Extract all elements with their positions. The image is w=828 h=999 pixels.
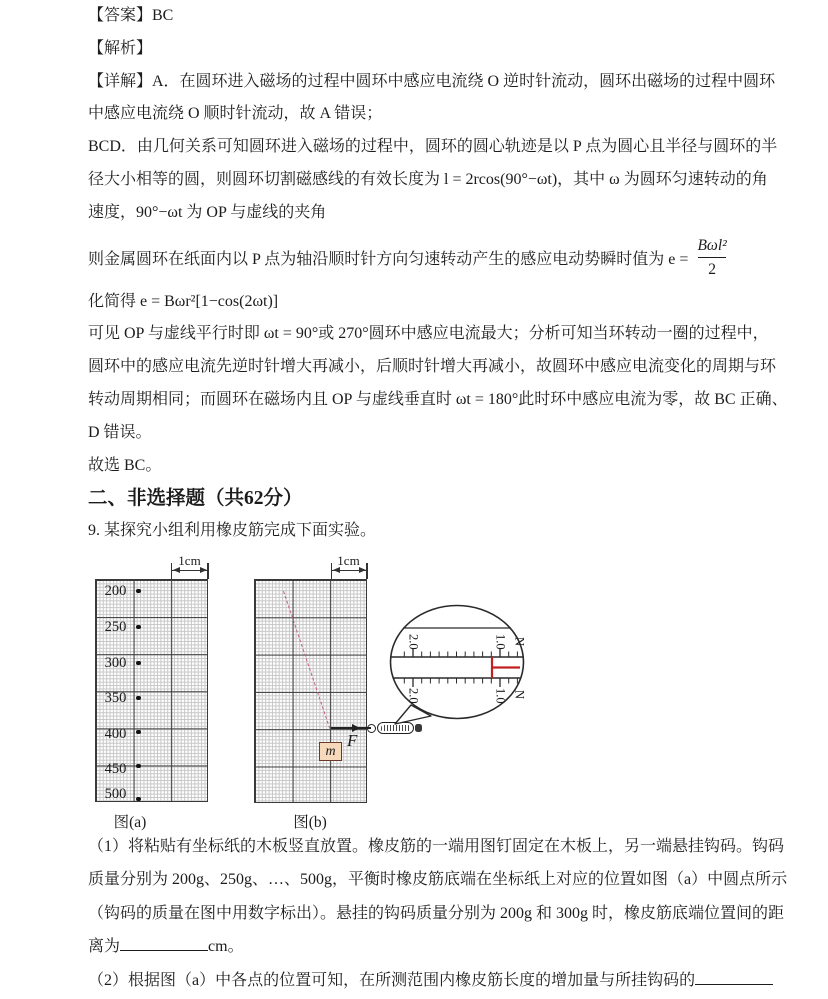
graph-panel-b: [254, 579, 367, 803]
solution-line: 圆环中的感应电流先逆时针增大再减小，后顺时针增大再减小，故圆环中感应电流变化的周期与环: [88, 358, 777, 376]
mass-position-dot: [136, 764, 141, 769]
emf-formula-line: [88, 230, 753, 286]
figure-b-caption: 图(b): [293, 814, 327, 831]
rubber-band-dashed-line: [283, 591, 330, 729]
scale-value-label-bottom: 2.0: [406, 688, 421, 704]
solution-line: BCD．由几何关系可知圆环进入磁场的过程中，圆环的圆心轨迹是以 P 点为圆心且半径与圆环的半: [88, 138, 778, 156]
question-lead: 9. 某探究小组利用橡皮筋完成下面实验。: [88, 522, 377, 540]
mass-position-label: 200: [104, 583, 127, 599]
question-body-block: [88, 830, 788, 997]
solution-line: 转动周期相同；而圆环在磁场内且 OP 与虚线垂直时 ωt = 180°此时环中感应电流为零，故 BC 正确、: [88, 390, 788, 408]
mass-position-dot: [136, 797, 141, 802]
question-line: 质量分别为 200g、250g、…、500g，平衡时橡皮筋底端在坐标纸上对应的位置如图（a）中圆点所示: [88, 871, 788, 889]
question-line: （1）将粘贴有坐标纸的木板竖直放置。橡皮筋的一端用图钉固定在木板上，另一端悬挂钩码。钩码: [88, 838, 785, 855]
answer-blank: [695, 969, 773, 985]
answer-line: 【答案】BC: [88, 7, 174, 24]
mass-position-dot: [136, 589, 141, 594]
mass-position-label: 450: [104, 761, 127, 777]
scale-value-label-bottom: N: [512, 690, 527, 700]
solution-block: [88, 0, 788, 548]
solution-paragraph-1: [88, 66, 778, 230]
analysis-line: 【解析】: [88, 39, 153, 57]
answer-blank: [120, 935, 208, 951]
experiment-figure: [0, 553, 828, 831]
section-header: 二、非选择题（共62分）: [88, 488, 303, 510]
force-label: F: [347, 731, 358, 750]
solution-line: 可见 OP 与虚线平行时即 ωt = 90°或 270°圆环中感应电流最大；分析可知当环转动一圈的过程中，: [88, 325, 769, 343]
scale-value-label-top: 1.0: [493, 634, 508, 650]
mass-position-dot: [136, 625, 141, 630]
scale-value-label-top: 2.0: [406, 634, 421, 650]
solution-line: 中感应电流绕 O 顺时针流动，故 A 错误；: [88, 105, 383, 123]
blank-prefix: （2）根据图（a）中各点的位置可知，在所测范围内橡皮筋长度的增加量与所挂钩码的: [88, 971, 696, 989]
blank-prefix: 离为: [88, 938, 121, 956]
mass-position-label: 250: [104, 619, 127, 635]
emf-fraction: [695, 238, 728, 278]
hook-ring-icon: [367, 724, 376, 733]
solution-line: 故选 BC。: [88, 456, 162, 474]
fraction-denominator: 2: [698, 257, 726, 278]
scale-label-a: 1cm: [178, 553, 201, 568]
scale-value-label-bottom: 1.0: [493, 688, 508, 704]
mass-position-label: 350: [104, 690, 127, 706]
solution-line: 化简得 e = Bωr²[1−cos(2ωt)]: [88, 292, 279, 310]
question-part2-blank-line: [88, 964, 753, 997]
mass-block-label: m: [325, 743, 336, 759]
mass-position-dot: [136, 661, 141, 666]
solution-line: 【详解】A．在圆环进入磁场的过程中圆环中感应电流绕 O 逆时针流动，圆环出磁场的过程中圆环: [88, 72, 776, 90]
fraction-numerator: Bωl²: [697, 236, 727, 254]
solution-line: 径大小相等的圆，则圆环切割磁感线的有效长度为 l = 2rcos(90°−ωt)，其中 ω 为圆环匀速转动的角: [88, 170, 768, 188]
mass-position-label: 500: [104, 786, 127, 802]
mass-position-dot: [136, 696, 141, 701]
scale-label-b: 1cm: [337, 553, 360, 568]
mass-block: [319, 742, 342, 761]
graph-panel-a: [95, 579, 208, 802]
solution-paragraph-2: [88, 286, 788, 483]
force-arrow-line: [331, 727, 371, 729]
solution-line: D 错误。: [88, 423, 152, 441]
scale-value-label-top: N: [512, 637, 527, 647]
magnifier-balloon: [383, 598, 533, 734]
mass-position-label: 400: [104, 726, 127, 742]
question-part1-lines: [88, 830, 788, 930]
mass-position-label: 300: [104, 655, 127, 671]
figure-a-caption: 图(a): [113, 814, 147, 831]
question-part1-blank-line: [88, 930, 753, 963]
question-line: （钩码的质量在图中用数字标出）。悬挂的钩码质量分别为 200g 和 300g 时，橡皮筋底端位置间的距: [88, 904, 785, 922]
mass-position-dot: [136, 730, 141, 735]
emf-formula-prefix: 则金属圆环在纸面内以 P 点为轴沿顺时针方向匀速转动产生的感应电动势瞬时值为 e =: [88, 251, 689, 269]
blank-suffix: cm。: [208, 938, 244, 956]
solution-line: 速度，90°−ωt 为 OP 与虚线的夹角: [88, 203, 327, 221]
